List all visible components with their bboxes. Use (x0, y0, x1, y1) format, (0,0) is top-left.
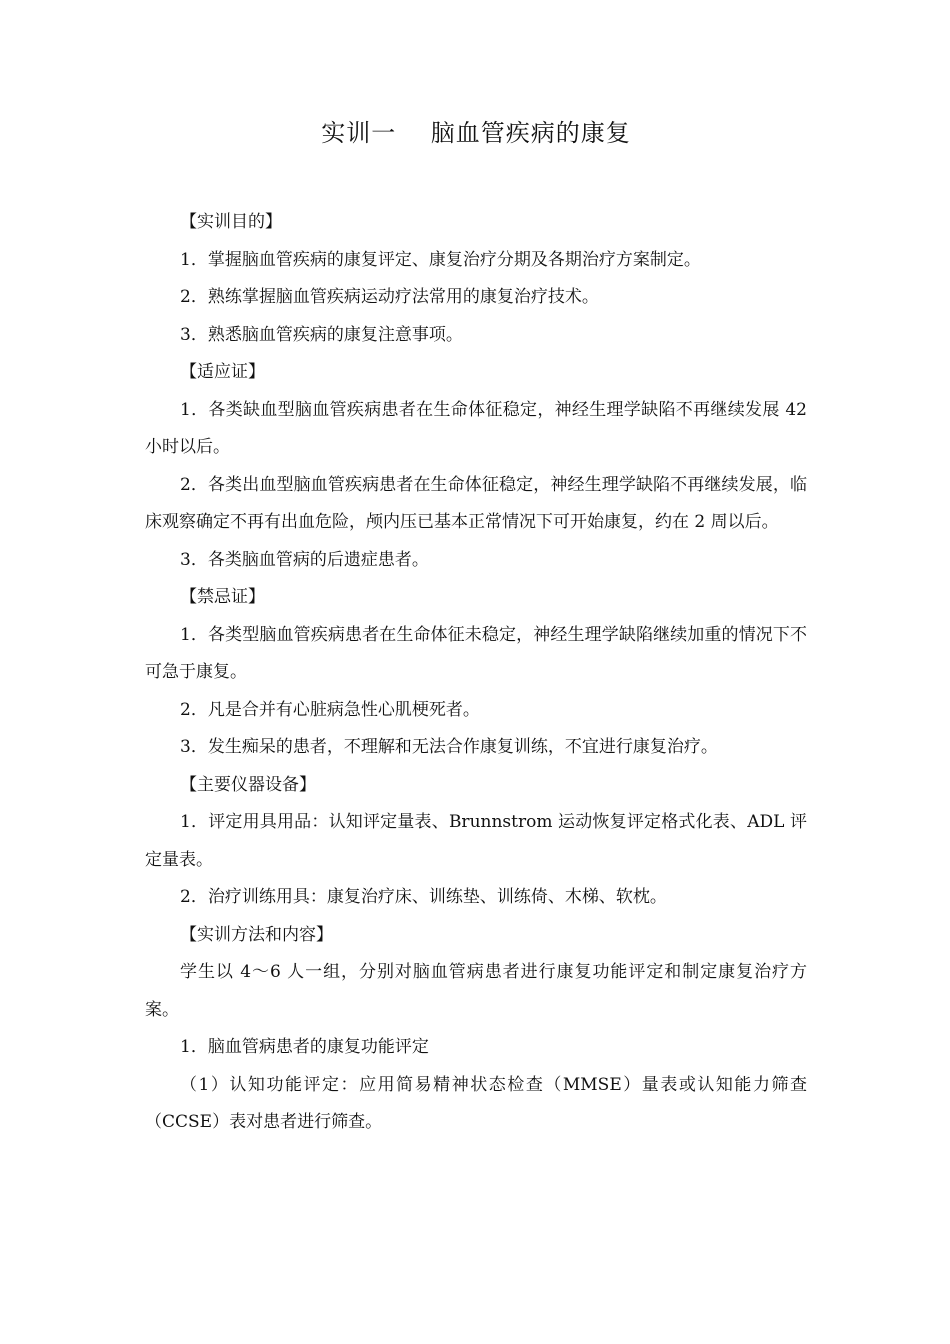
paragraph: 1．脑血管病患者的康复功能评定 (180, 1037, 429, 1057)
paragraph: 1．评定用具用品：认知评定量表、Brunnstrom 运动恢复评定格式化表、ADL 评定量表。 (145, 812, 807, 870)
paragraph: 2．凡是合并有心脏病急性心肌梗死者。 (180, 699, 480, 720)
page-title: 实训一 脑血管疾病的康复 (321, 119, 631, 147)
paragraph: 3．各类脑血管病的后遗症患者。 (180, 549, 429, 570)
paragraph: 1．各类缺血型脑血管疾病患者在生命体征稳定，神经生理学缺陷不再继续发展 42 小时以后。 (145, 399, 807, 457)
paragraph: （1）认知功能评定：应用简易精神状态检查（MMSE）量表或认知能力筛查（CCSE）表对患者进行筛查。 (145, 1074, 807, 1132)
section-heading-contraindications: 【禁忌证】 (180, 587, 265, 607)
document-body (145, 204, 807, 1142)
paragraph: 学生以 4～6 人一组，分别对脑血管病患者进行康复功能评定和制定康复治疗方案。 (145, 962, 807, 1020)
paragraph: 2．治疗训练用具：康复治疗床、训练垫、训练倚、木梯、软枕。 (180, 887, 667, 907)
section-heading-methods: 【实训方法和内容】 (180, 924, 333, 945)
paragraph: 3．发生痴呆的患者，不理解和无法合作康复训练，不宜进行康复治疗。 (180, 737, 718, 757)
paragraph: 2．熟练掌握脑血管疾病运动疗法常用的康复治疗技术。 (180, 287, 599, 307)
section-heading-objectives: 【实训目的】 (180, 212, 282, 232)
paragraph: 2．各类出血型脑血管疾病患者在生命体征稳定，神经生理学缺陷不再继续发展，临床观察确定不再有出血危险，颅内压已基本正常情况下可开始康复，约在 2 周以后。 (145, 474, 807, 532)
paragraph: 3．熟悉脑血管疾病的康复注意事项。 (180, 324, 463, 345)
section-heading-indications: 【适应证】 (180, 362, 265, 382)
paragraph: 1．各类型脑血管疾病患者在生命体征未稳定，神经生理学缺陷继续加重的情况下不可急于康复。 (145, 624, 807, 682)
paragraph: 1．掌握脑血管疾病的康复评定、康复治疗分期及各期治疗方案制定。 (180, 249, 701, 270)
section-heading-equipment: 【主要仪器设备】 (180, 774, 316, 795)
